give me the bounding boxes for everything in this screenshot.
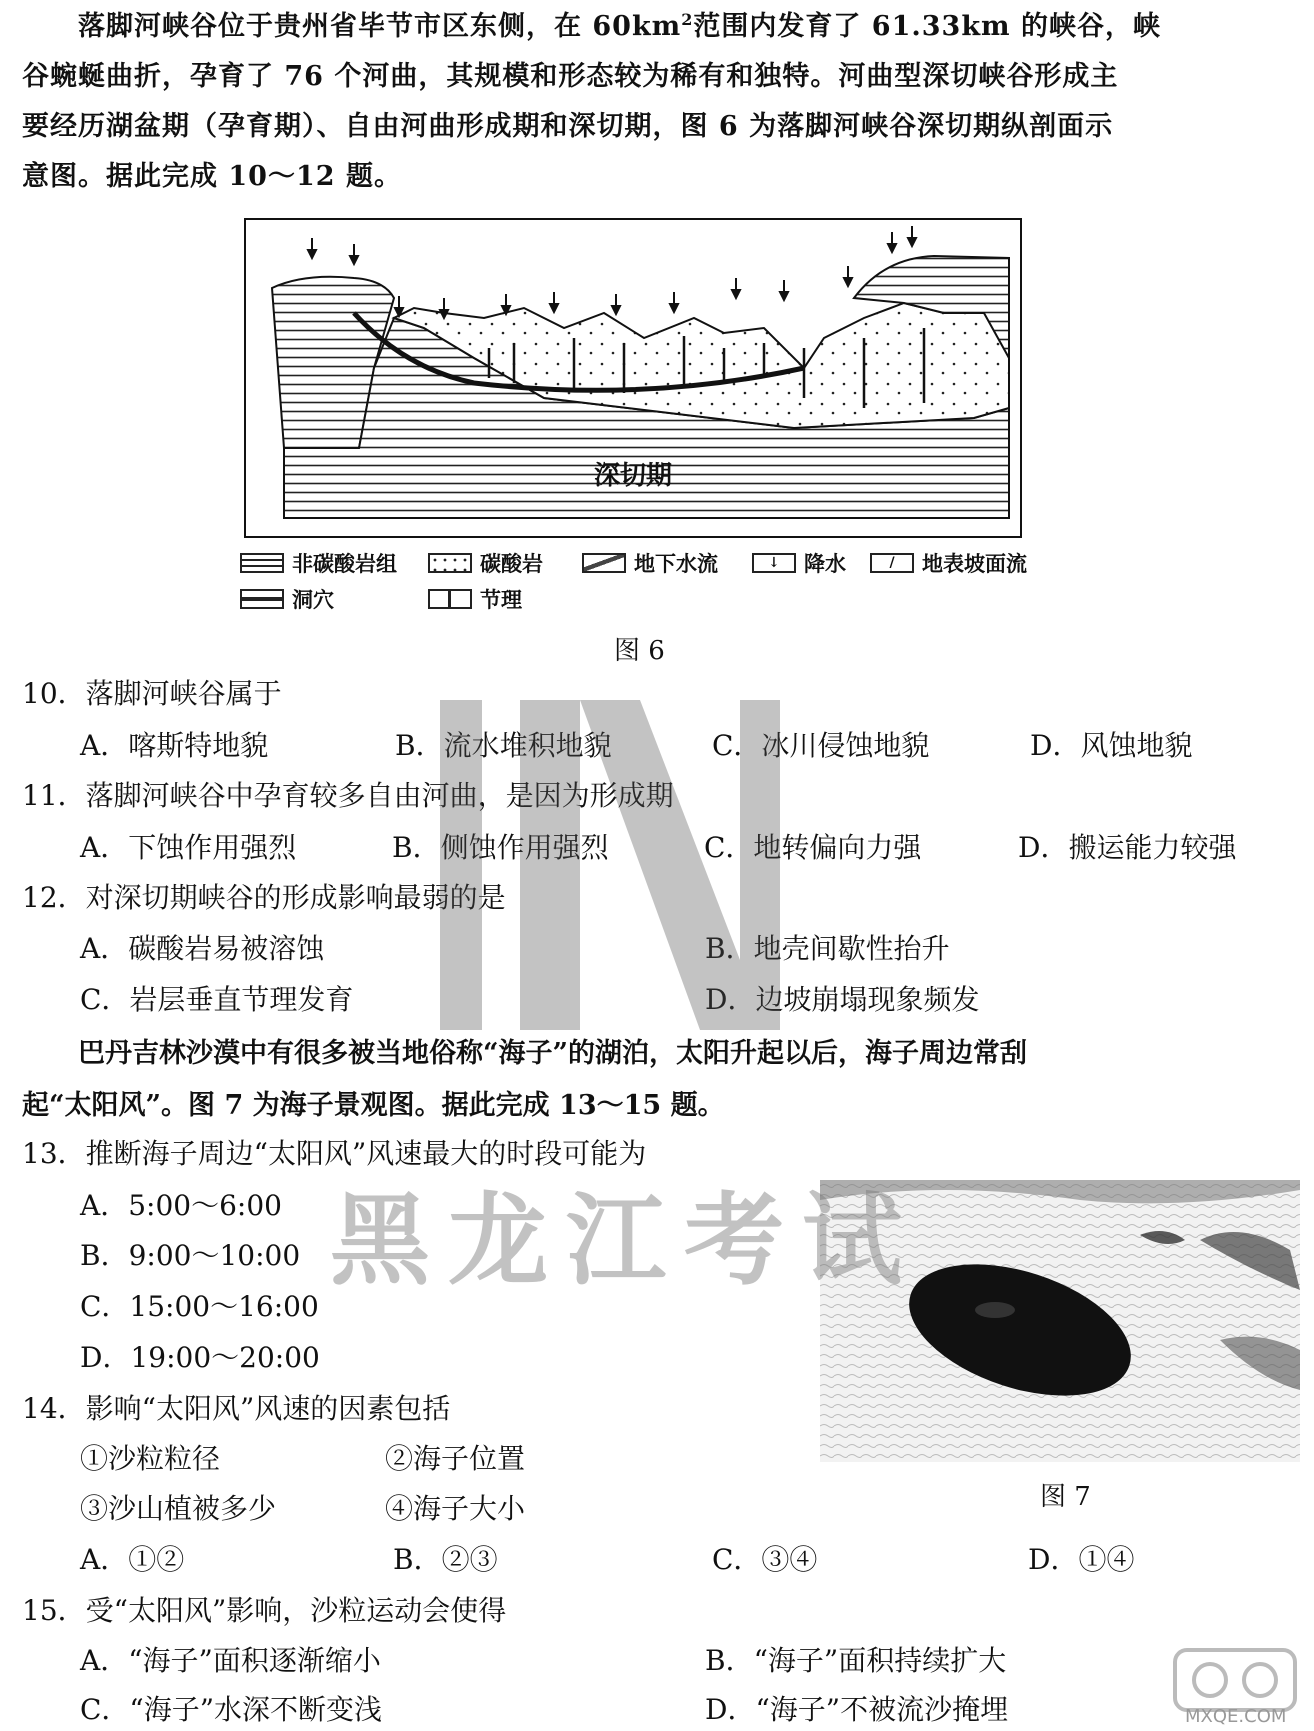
figure-6-inner-label: 深切期 [594, 461, 673, 491]
question-10-option-d[interactable]: D．风蚀地貌 [1030, 729, 1193, 762]
question-12-option-b[interactable]: B．地壳间歇性抬升 [705, 932, 950, 965]
question-15-stem: 15．受“太阳风”影响，沙粒运动会使得 [22, 1594, 507, 1627]
question-11-option-d[interactable]: D．搬运能力较强 [1018, 831, 1237, 864]
intro-line-2: 谷蜿蜒曲折，孕育了 76 个河曲，其规模和形态较为稀有和独特。河曲型深切峡谷形成主 [22, 61, 1119, 92]
legend-flow-swatch [582, 553, 626, 573]
figure-7-caption: 图 7 [1040, 1482, 1091, 1512]
question-10-option-a[interactable]: A．喀斯特地貌 [80, 729, 269, 762]
answer-site-url: MXQE.COM [1185, 1706, 1287, 1727]
legend-cave: 洞穴 [240, 584, 334, 614]
question-15-option-a[interactable]: A．“海子”面积逐渐缩小 [80, 1644, 381, 1677]
question-14-stem: 14．影响“太阳风”风速的因素包括 [22, 1392, 451, 1425]
intro-line-1: 落脚河峡谷位于贵州省毕节市区东侧，在 $60km^2$范围内发育了 61.33km 的峡谷，峡 [78, 10, 1162, 42]
intro-paragraph-1 [22, 2, 1272, 202]
intro-paragraph-2 [22, 1028, 1282, 1132]
question-13-option-a[interactable]: A．5:00～6:00 [80, 1189, 282, 1222]
figure-6-caption: 图 6 [614, 636, 665, 666]
legend-dots-swatch [428, 553, 472, 573]
question-14-item-2: ②海子位置 [385, 1442, 526, 1475]
intro-line-4: 意图。据此完成 10～12 题。 [22, 161, 402, 192]
question-11-option-b[interactable]: B．侧蚀作用强烈 [392, 831, 609, 864]
intro2-line-2: 起“太阳风”。图 7 为海子景观图。据此完成 13～15 题。 [22, 1090, 725, 1121]
question-13-option-d[interactable]: D．19:00～20:00 [80, 1341, 320, 1374]
figure-6-diagram [244, 218, 1022, 538]
question-12-stem: 12．对深切期峡谷的形成影响最弱的是 [22, 881, 506, 914]
legend-surface-flow: / 地表坡面流 [870, 548, 1027, 578]
legend-joint: 节理 [428, 584, 522, 614]
question-11-option-c[interactable]: C．地转偏向力强 [704, 831, 922, 864]
legend-joint-swatch [428, 589, 472, 609]
watermark-logo-icon [440, 700, 780, 1030]
arrow-down-icon: ↓ [752, 553, 796, 573]
question-12-option-a[interactable]: A．碳酸岩易被溶蚀 [80, 932, 325, 965]
intro2-line-1: 巴丹吉林沙漠中有很多被当地俗称“海子”的湖泊，太阳升起以后，海子周边常刮 [78, 1038, 1028, 1069]
intro-line-3: 要经历湖盆期（孕育期）、自由河曲形成期和深切期，图 6 为落脚河峡谷深切期纵剖面示 [22, 111, 1114, 142]
question-13-stem: 13．推断海子周边“太阳风”风速最大的时段可能为 [22, 1137, 647, 1170]
question-10-stem: 10．落脚河峡谷属于 [22, 677, 282, 710]
legend-carbonate: 碳酸岩 [428, 548, 543, 578]
question-15-option-b[interactable]: B．“海子”面积持续扩大 [705, 1644, 1007, 1677]
question-15-option-d[interactable]: D．“海子”不被流沙掩埋 [705, 1693, 1009, 1726]
question-14-option-d[interactable]: D．①④ [1028, 1543, 1135, 1576]
legend-hlines-swatch [240, 553, 284, 573]
legend-non-carbonate: 非碳酸岩组 [240, 548, 397, 578]
question-14-item-4: ④海子大小 [385, 1492, 526, 1525]
question-14-item-3: ③沙山植被多少 [80, 1492, 277, 1525]
question-14-option-c[interactable]: C．③④ [712, 1543, 818, 1576]
question-15-option-c[interactable]: C．“海子”水深不断变浅 [80, 1693, 383, 1726]
legend-precipitation: ↓ 降水 [752, 548, 846, 578]
question-10-option-b[interactable]: B．流水堆积地貌 [395, 729, 612, 762]
watermark-text: 黑龙江考试 [330, 1182, 920, 1299]
question-14-item-1: ①沙粒粒径 [80, 1442, 221, 1475]
question-12-option-c[interactable]: C．岩层垂直节理发育 [80, 983, 354, 1016]
slash-icon: / [870, 553, 914, 573]
question-12-option-d[interactable]: D．边坡崩塌现象频发 [705, 983, 980, 1016]
question-14-option-b[interactable]: B．②③ [393, 1543, 498, 1576]
question-13-option-c[interactable]: C．15:00～16:00 [80, 1290, 319, 1323]
question-13-option-b[interactable]: B．9:00～10:00 [80, 1239, 301, 1272]
question-11-option-a[interactable]: A．下蚀作用强烈 [80, 831, 297, 864]
legend-cave-swatch [240, 589, 284, 609]
question-10-option-c[interactable]: C．冰川侵蚀地貌 [712, 729, 930, 762]
question-14-option-a[interactable]: A．①② [80, 1543, 185, 1576]
question-11-stem: 11．落脚河峡谷中孕育较多自由河曲，是因为形成期 [22, 779, 674, 812]
legend-groundwater: 地下水流 [582, 548, 718, 578]
